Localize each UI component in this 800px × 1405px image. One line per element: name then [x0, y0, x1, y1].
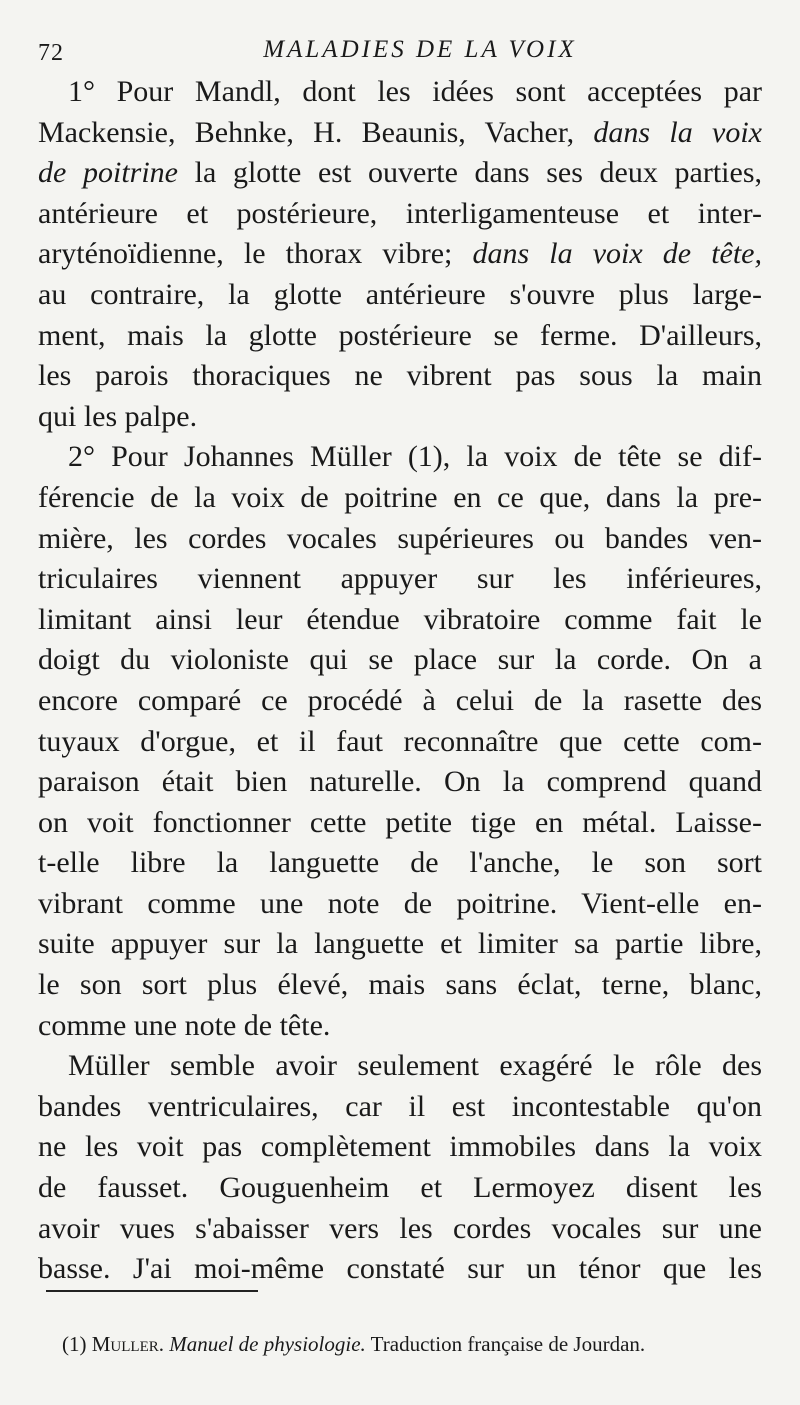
text-run: triculaires viennent appuyer sur les inférieures,: [38, 562, 762, 596]
text-run: aryténoïdienne, le thorax vibre;: [38, 237, 473, 271]
italic-text-run: dans la voix de tête,: [472, 237, 762, 271]
text-run: limitant ainsi leur étendue vibratoire comme fait le: [38, 602, 762, 636]
footnote-marker: (1): [62, 1332, 87, 1356]
text-run: comme une note de tête.: [38, 1008, 331, 1042]
text-line: [38, 559, 762, 600]
text-line: [38, 478, 762, 519]
text-run: ne les voit pas complètement immobiles dans la voix: [38, 1130, 762, 1164]
text-line: [38, 1046, 762, 1087]
text-run: vibrant comme une note de poitrine. Vient-elle en-: [38, 886, 762, 920]
paragraph: [38, 437, 762, 1046]
running-head: MALADIES DE LA VOIX: [263, 36, 577, 63]
text-run: 1° Pour Mandl, dont les idées sont acceptées par: [68, 75, 762, 108]
text-line: [38, 640, 762, 681]
text-run: avoir vues s'abaisser vers les cordes vocales sur une: [38, 1211, 762, 1245]
footnote-rule: [46, 1290, 258, 1292]
italic-text-run: dans la voix: [593, 115, 762, 149]
footnote: [62, 1332, 762, 1357]
text-line: [38, 234, 762, 275]
text-run: la glotte est ouverte dans ses deux parties,: [177, 156, 762, 190]
text-line: [38, 113, 762, 154]
page-number: 72: [38, 40, 64, 66]
text-run: paraison était bien naturelle. On la comprend quand: [38, 765, 762, 799]
text-run: on voit fonctionner cette petite tige en métal. Laisse-: [38, 805, 762, 839]
text-line: [38, 397, 762, 438]
text-run: les parois thoraciques ne vibrent pas sous la main: [38, 359, 762, 393]
text-line: [38, 1127, 762, 1168]
text-run: le son sort plus élevé, mais sans éclat, terne, blanc,: [38, 968, 762, 1002]
text-run: Müller semble avoir seulement exagéré le rôle des: [68, 1049, 762, 1083]
paragraph: [38, 1046, 762, 1290]
text-line: [38, 762, 762, 803]
text-run: 2° Pour Johannes Müller (1), la voix de tête se dif-: [68, 440, 762, 474]
text-run: ment, mais la glotte postérieure se ferme. D'ailleurs,: [38, 318, 762, 352]
paragraph: [38, 72, 762, 437]
text-run: bandes ventriculaires, car il est incontestable qu'on: [38, 1089, 762, 1123]
text-line: [38, 1168, 762, 1209]
text-run: basse. J'ai moi-même constaté sur un ténor que les: [38, 1252, 762, 1286]
text-line: [38, 600, 762, 641]
text-line: [38, 722, 762, 763]
text-run: antérieure et postérieure, interligamenteuse et inter-: [38, 196, 762, 230]
text-line: [38, 681, 762, 722]
text-line: [38, 843, 762, 884]
text-line: [38, 884, 762, 925]
text-line: [38, 356, 762, 397]
text-line: [38, 153, 762, 194]
text-line: [38, 316, 762, 357]
text-run: au contraire, la glotte antérieure s'ouvre plus large-: [38, 277, 762, 311]
text-line: [38, 194, 762, 235]
text-run: qui les palpe.: [38, 399, 198, 433]
text-line: [38, 275, 762, 316]
text-line: [38, 1006, 762, 1047]
italic-text-run: de poitrine: [38, 156, 178, 190]
text-run: tuyaux d'orgue, et il faut reconnaître que cette com-: [38, 724, 762, 758]
text-run: mière, les cordes vocales supérieures ou bandes ven-: [38, 521, 762, 555]
text-line: [38, 437, 762, 478]
text-line: [38, 803, 762, 844]
text-run: t-elle libre la languette de l'anche, le son sort: [38, 846, 762, 880]
text-run: doigt du violoniste qui se place sur la corde. On a: [38, 643, 762, 677]
text-line: [38, 1209, 762, 1250]
text-line: [38, 1087, 762, 1128]
text-run: suite appuyer sur la languette et limiter sa partie libre,: [38, 927, 762, 961]
body-text: [38, 72, 762, 1290]
text-line: [38, 72, 762, 113]
footnote-title: Manuel de physiologie.: [169, 1332, 366, 1356]
footnote-rest: Traduction française de Jourdan.: [370, 1332, 646, 1356]
text-run: encore comparé ce procédé à celui de la rasette des: [38, 683, 762, 717]
text-run: de fausset. Gouguenheim et Lermoyez disent les: [38, 1171, 762, 1205]
text-line: [38, 924, 762, 965]
footnote-author: Muller.: [91, 1332, 164, 1356]
text-run: Mackensie, Behnke, H. Beaunis, Vacher,: [38, 115, 594, 149]
text-line: [38, 965, 762, 1006]
text-line: [38, 519, 762, 560]
text-line: [38, 1249, 762, 1290]
text-run: férencie de la voix de poitrine en ce que, dans la pre-: [38, 480, 762, 514]
